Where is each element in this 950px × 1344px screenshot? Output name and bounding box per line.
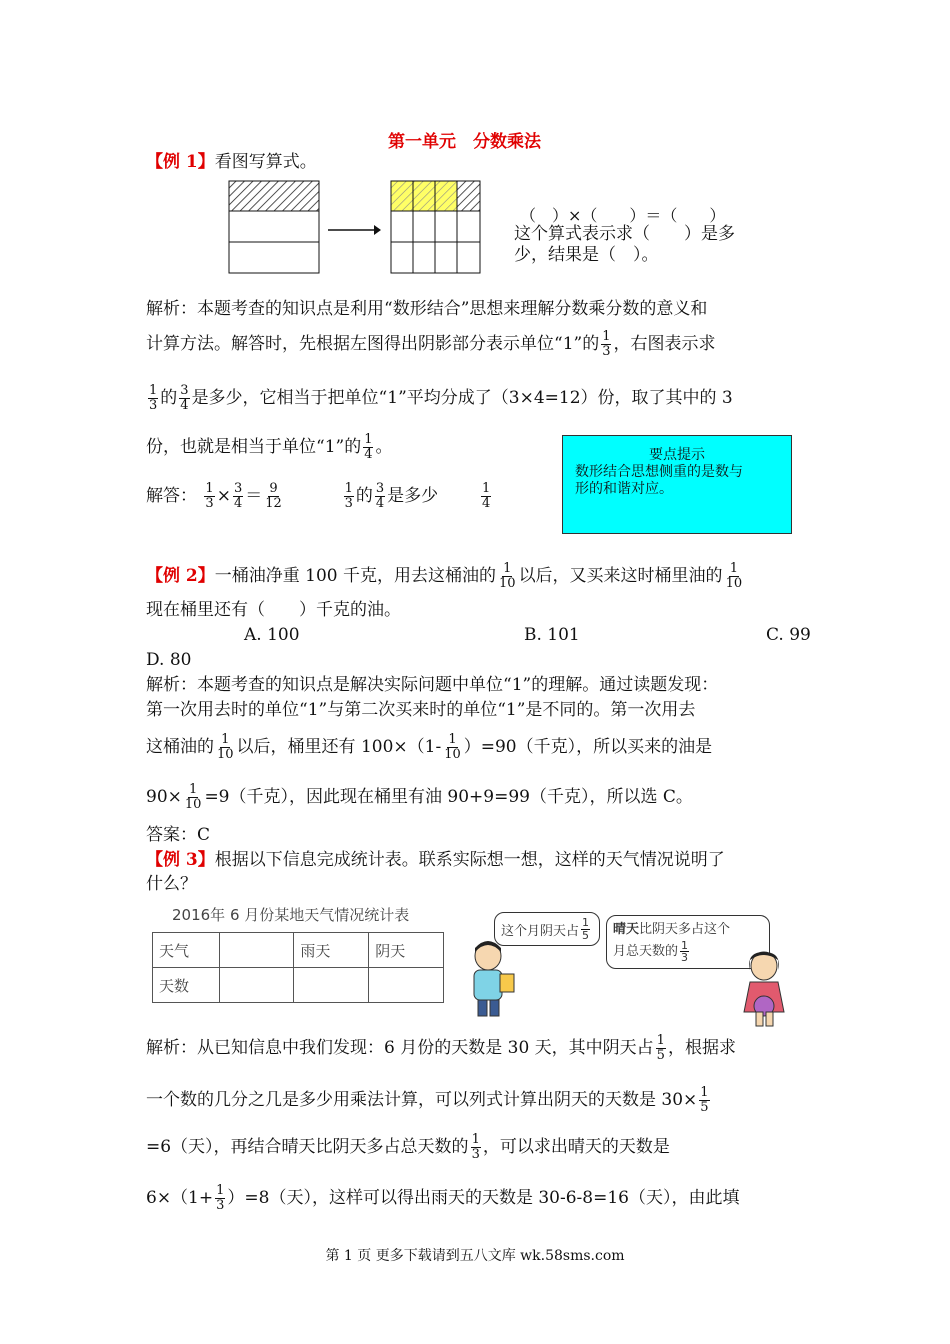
fraction-one-fourth: $\frac{1}{4}$ (364, 432, 373, 462)
ex1-analysis-line1: 解析：本题考查的知识点是利用“数形结合”思想来理解分数乘分数的意义和 (146, 299, 708, 319)
table-cell (219, 933, 294, 968)
ex2-answer: 答案：C (146, 825, 211, 845)
figure-right-twelfths (390, 180, 485, 275)
fraction-nine-twelfths: $\frac{9}{12}$ (265, 481, 282, 511)
ex3-analysis-line1: 解析：从已知信息中我们发现：6 月份的天数是 30 天，其中阴天占 $\frac{1}{5}$ ，根据求 (146, 1033, 736, 1063)
ex2-analysis-line3: 这桶油的 $\frac{1}{10}$ 以后，桶里还有 100×（1- $\frac{1}{10}$ ）=90（千克），所以买来的油是 (146, 732, 713, 762)
ex3-line2: 什么？ (146, 874, 197, 894)
fraction-one-third: $\frac{1}{3}$ (471, 1132, 480, 1162)
key-points-box (562, 435, 792, 534)
ex3-tag: 【例 3】 (146, 850, 215, 870)
tip-title: 要点提示 (649, 447, 705, 463)
ex2-analysis-line1: 解析：本题考查的知识点是解决实际问题中单位“1”的理解。通过读题发现： (146, 675, 719, 695)
table-row (153, 968, 444, 1003)
girl-illustration-icon (734, 950, 794, 1030)
fraction-three-fourths: $\frac{3}{4}$ (233, 481, 243, 511)
ex1-answer-line: 解答： $\frac{1}{3}$ × $\frac{3}{4}$ ＝ $\frac{9}{12}$ $\frac{1}{3}$ 的 $\frac{3}{4}$ 是多少 $\frac{1}{4}$ (146, 481, 491, 511)
ex1-analysis-line3: $\frac{1}{3}$ 的 $\frac{3}{4}$ 是多少，它相当于把单位“1”平均分成了（3×4=12）份，取了其中的 3 (149, 383, 733, 413)
arrow-icon (326, 222, 382, 238)
ex3-analysis-line2: 一个数的几分之几是多少用乘法计算，可以列式计算出阴天的天数是 30× $\frac{1}{5}$ (146, 1085, 709, 1115)
blank-formula: （ ）×（ ）＝（ ） (520, 206, 726, 225)
ex1-question-line1: 这个算式表示求（ ）是多 (514, 224, 735, 244)
fraction-one-tenth: $\frac{1}{10}$ (217, 732, 234, 762)
tip-line1: 数形结合思想侧重的是数与 (575, 464, 743, 480)
option-b: B. 101 (524, 625, 580, 645)
table-cell: 阴天 (369, 933, 444, 968)
fraction-three-fourths: $\frac{3}{4}$ (375, 481, 385, 511)
ex1-prompt: 看图写算式。 (214, 152, 317, 172)
fraction-one-fifth: $\frac{1}{5}$ (700, 1085, 709, 1115)
table-cell (294, 968, 369, 1003)
ex1-question-line2: 少，结果是（ ）。 (514, 245, 659, 265)
figure-left-thirds (228, 180, 323, 275)
fraction-one-fifth: $\frac{1}{5}$ (582, 915, 590, 942)
boy-illustration-icon (462, 940, 522, 1020)
ex1-analysis-line4: 份，也就是相当于单位“1”的 $\frac{1}{4}$ 。 (146, 432, 393, 462)
ex1-tag: 【例 1】 (146, 152, 215, 172)
ex2-analysis-line2: 第一次用去时的单位“1”与第二次买来时的单位“1”是不同的。第一次用去 (146, 700, 696, 720)
fraction-one-third: $\frac{1}{3}$ (602, 329, 611, 359)
fraction-one-fourth: $\frac{1}{4}$ (481, 481, 491, 511)
page-footer: 第 1 页 更多下载请到五八文库 wk.58sms.com (325, 1248, 625, 1264)
ex3-analysis-line4: 6×（1+ $\frac{1}{3}$ ）=8（天），这样可以得出雨天的天数是 30-6-8=16（天），由此填 (146, 1183, 740, 1213)
fraction-one-tenth: $\frac{1}{10}$ (725, 561, 743, 591)
ex2-analysis-line4: 90× $\frac{1}{10}$ =9（千克），因此现在桶里有油 90+9=99（千克），所以选 C。 (146, 782, 693, 812)
option-d: D. 80 (146, 650, 192, 670)
ex2-line2: 现在桶里还有（ ）千克的油。 (146, 600, 401, 620)
speech-bubble-boy: 这个月阴天占 $\frac{1}{5}$ (494, 912, 600, 946)
fraction-one-tenth: $\frac{1}{10}$ (444, 732, 461, 762)
fraction-one-fifth: $\frac{1}{5}$ (656, 1033, 665, 1063)
fraction-one-third: $\frac{1}{3}$ (205, 481, 214, 511)
ex2-tag: 【例 2】 (146, 566, 215, 586)
ex1-analysis-line2: 计算方法。解答时，先根据左图得出阴影部分表示单位“1”的 $\frac{1}{3}$ ，右图表示求 (146, 329, 716, 359)
ex2-line1: 【例 2】一桶油净重 100 千克，用去这桶油的 $\frac{1}{10}$ 以后，又买来这时桶里油的 $\frac{1}{10}$ (146, 561, 743, 591)
table-cell: 天数 (153, 968, 220, 1003)
table-row (153, 933, 444, 968)
option-a: A. 100 (244, 625, 300, 645)
speech-bubble-girl: 晴天比阴天多占这个 月总天数的 $\frac{1}{3}$ (606, 915, 770, 969)
table-cell: 天气 (153, 933, 220, 968)
option-c: C. 99 (766, 625, 811, 645)
fraction-one-third: $\frac{1}{3}$ (344, 481, 353, 511)
table-title: 2016年 6 月份某地天气情况统计表 (172, 906, 410, 924)
fraction-one-tenth: $\frac{1}{10}$ (499, 561, 516, 591)
ex3-line1: 【例 3】根据以下信息完成统计表。联系实际想一想，这样的天气情况说明了 (146, 850, 725, 870)
table-cell: 雨天 (294, 933, 369, 968)
tip-line2: 形的和谐对应。 (575, 481, 673, 497)
ex1-heading (146, 150, 317, 174)
fraction-one-third: $\frac{1}{3}$ (149, 383, 158, 413)
page-title: 第一单元 分数乘法 (388, 132, 541, 152)
table-cell (369, 968, 444, 1003)
fraction-one-third: $\frac{1}{3}$ (216, 1183, 225, 1213)
weather-table (152, 932, 444, 1003)
fraction-one-tenth: $\frac{1}{10}$ (184, 782, 202, 812)
fraction-one-third: $\frac{1}{3}$ (681, 939, 689, 964)
ex3-analysis-line3: =6（天），再结合晴天比阴天多占总天数的 $\frac{1}{3}$ ，可以求出晴天的天数是 (146, 1132, 670, 1162)
table-cell (219, 968, 294, 1003)
fraction-three-fourths: $\frac{3}{4}$ (180, 383, 189, 413)
